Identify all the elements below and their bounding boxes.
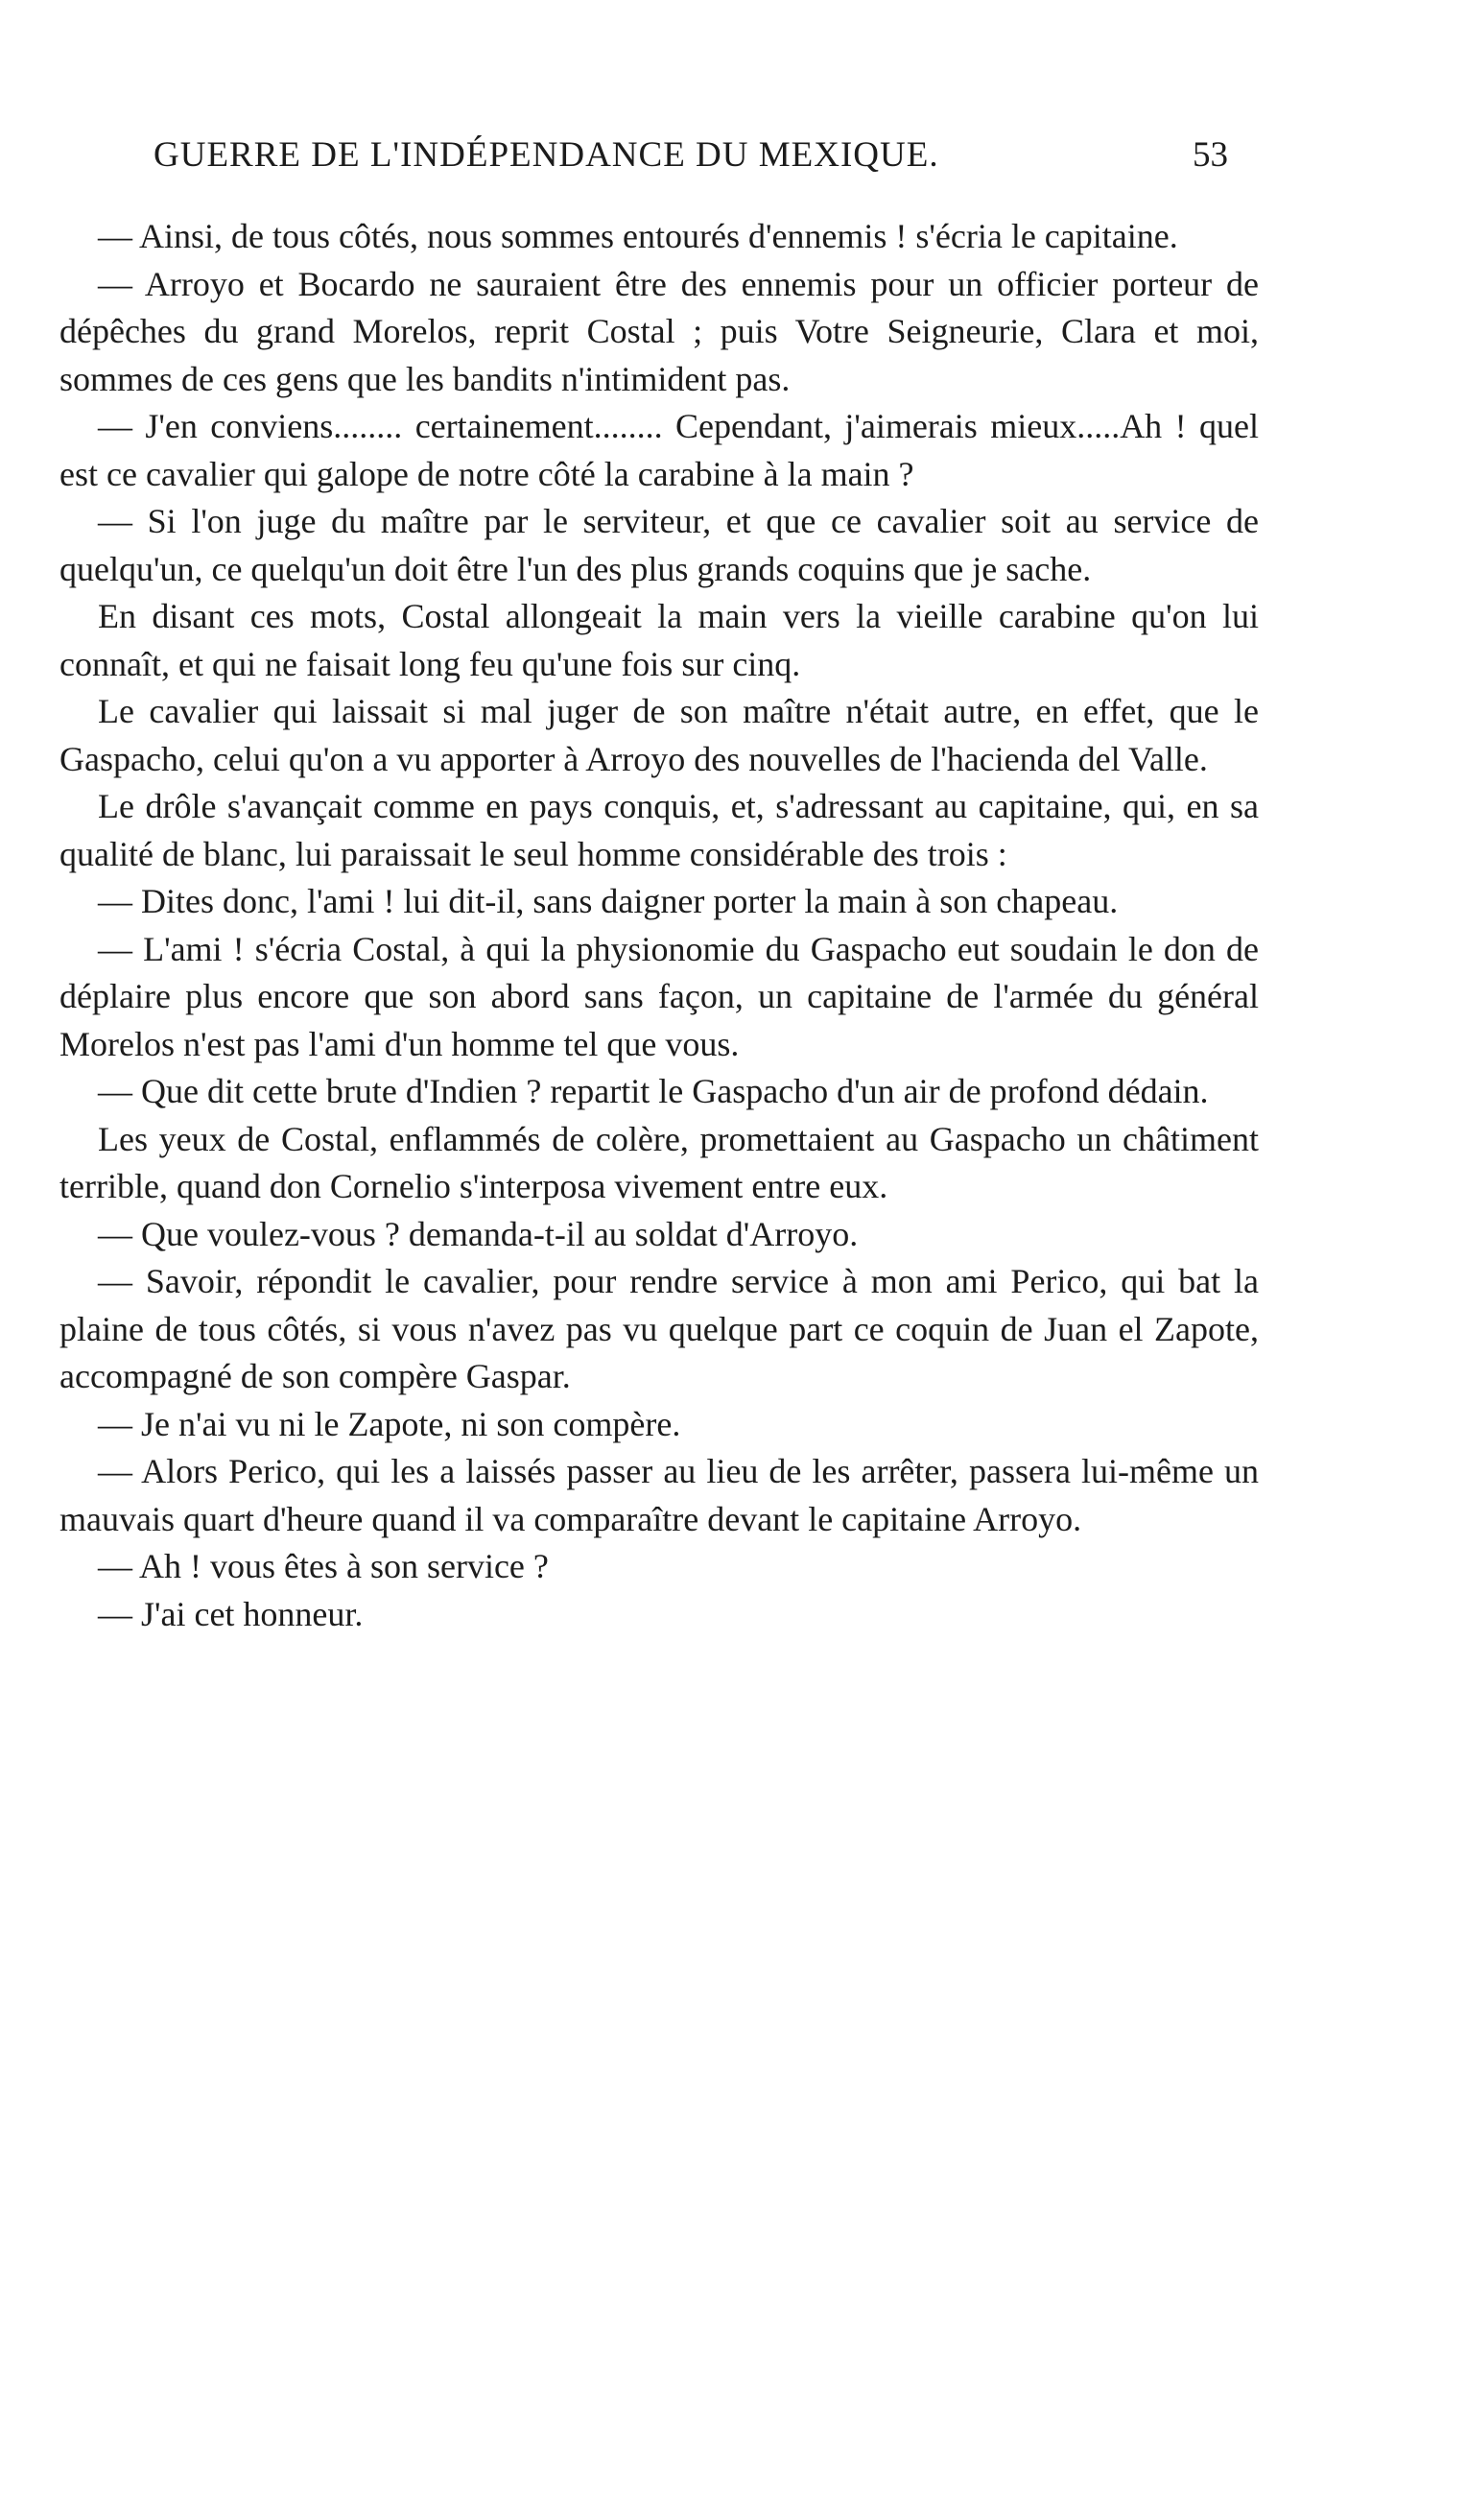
paragraph: Les yeux de Costal, enflammés de colère, promettaient au Gaspacho un châtiment terrible, quand don Cornelio s'interposa vivement entre eux. xyxy=(59,1119,1259,1205)
running-title: GUERRE DE L'INDÉPENDANCE DU MEXIQUE. xyxy=(154,135,939,175)
paragraph: Le drôle s'avançait comme en pays conquis, et, s'adressant au capitaine, qui, en sa qualité de blanc, lui paraissait le seul homme considérable des trois : xyxy=(59,787,1259,873)
paragraph: — J'en conviens........ certainement........ Cependant, j'aimerais mieux.....Ah ! quel est ce cavalier qui galope de notre côté la carabine à la main ? xyxy=(59,407,1259,493)
paragraph: — Que dit cette brute d'Indien ? repartit le Gaspacho d'un air de profond dédain. xyxy=(98,1072,1209,1110)
paragraph: — Si l'on juge du maître par le serviteur, et que ce cavalier soit au service de quelqu'un, ce quelqu'un doit être l'un des plus grands coquins que je sache. xyxy=(59,502,1259,588)
paragraph: — Que voulez-vous ? demanda-t-il au soldat d'Arroyo. xyxy=(98,1214,859,1253)
page-number: 53 xyxy=(1193,135,1228,175)
page-header xyxy=(154,134,1238,192)
paragraph: — Alors Perico, qui les a laissés passer au lieu de les arrêter, passera lui-même un mauvais quart d'heure quand il va comparaître devant le capitaine Arroyo. xyxy=(59,1452,1259,1538)
paragraph: — Ainsi, de tous côtés, nous sommes entourés d'ennemis ! s'écria le capitaine. xyxy=(98,217,1178,255)
paragraph: — Arroyo et Bocardo ne sauraient être des ennemis pour un officier porteur de dépêches du grand Morelos, reprit Costal ; puis Votre Seigneurie, Clara et moi, sommes de ces gens que les bandits n'intimident pas. xyxy=(59,264,1259,398)
paragraph: — Ah ! vous êtes à son service ? xyxy=(98,1547,549,1585)
paragraph: — L'ami ! s'écria Costal, à qui la physionomie du Gaspacho eut soudain le don de déplaire plus encore que son abord sans façon, un capitaine de l'armée du général Morelos n'est pas l'ami d'un homme tel que vous. xyxy=(59,929,1259,1063)
paragraph: — Savoir, répondit le cavalier, pour rendre service à mon ami Perico, qui bat la plaine de tous côtés, si vous n'avez pas vu quelque part ce coquin de Juan el Zapote, accompagné de son compère Gaspar. xyxy=(59,1262,1259,1395)
paragraph: En disant ces mots, Costal allongeait la main vers la vieille carabine qu'on lui connaît, et qui ne faisait long feu qu'une fois sur cinq. xyxy=(59,597,1259,683)
paragraph: — Je n'ai vu ni le Zapote, ni son compère. xyxy=(98,1404,681,1443)
paragraph: — J'ai cet honneur. xyxy=(98,1594,364,1633)
body-text xyxy=(59,213,1259,1638)
paragraph: — Dites donc, l'ami ! lui dit-il, sans daigner porter la main à son chapeau. xyxy=(98,882,1119,920)
paragraph: Le cavalier qui laissait si mal juger de son maître n'était autre, en effet, que le Gaspacho, celui qu'on a vu apporter à Arroyo des nouvelles de l'hacienda del Valle. xyxy=(59,692,1259,778)
